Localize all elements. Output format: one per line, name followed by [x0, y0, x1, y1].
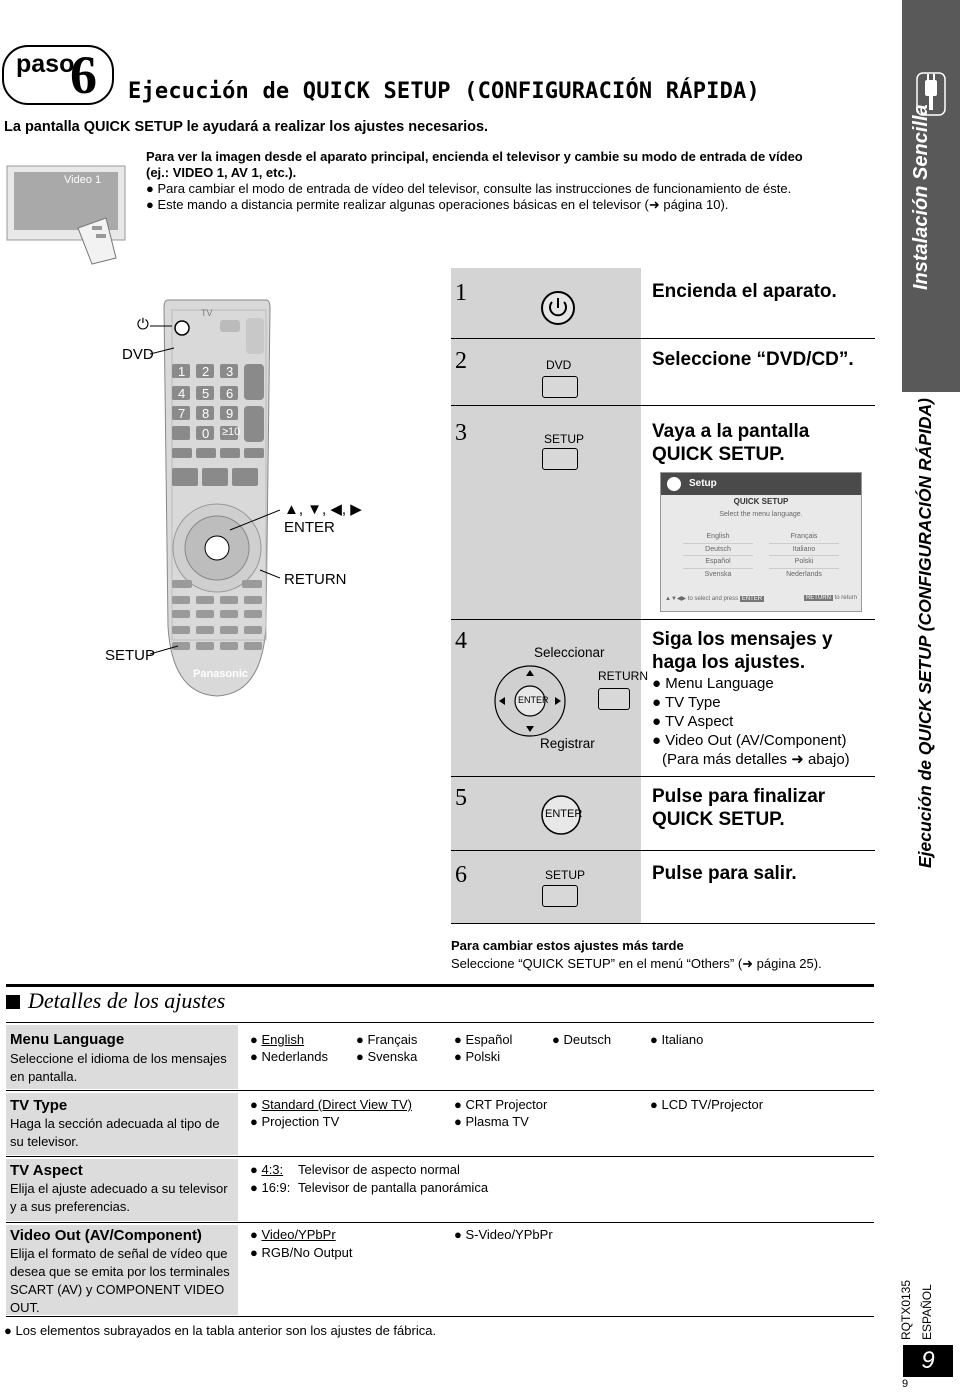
dvd-button-icon [542, 376, 578, 398]
details-divider [6, 1156, 874, 1157]
step-divider [451, 923, 875, 924]
intro-bullet-1: ● Para cambiar el modo de entrada de vídeo del televisor, consulte las instrucciones de funcionamiento de éste. [146, 181, 792, 196]
remote-tv-label: TV [201, 308, 213, 318]
details-heading: Detalles de los ajustes [28, 988, 226, 1013]
intro-bullet-2: ● Este mando a distancia permite realizar algunas operaciones básicas en el televisor (➜ página 10). [146, 197, 729, 212]
osd-subtitle: QUICK SETUP [733, 497, 789, 506]
option-projection-tv: ● Projection TV [250, 1114, 340, 1129]
step-6-number: 6 [455, 862, 467, 888]
remote-arrows-callout: ▲, ▼, ◀, ▶ [284, 501, 362, 518]
step-4-bullet: ● Video Out (AV/Component) [652, 732, 847, 749]
detail-desc: Seleccione el idioma de los mensajes en pantalla. [10, 1051, 227, 1084]
osd-language-list-right[interactable]: Français Italiano Polski Nederlands [769, 531, 839, 580]
detail-name: Menu Language [10, 1031, 125, 1048]
details-divider [6, 1316, 874, 1317]
option-polish: ● Polski [454, 1049, 501, 1064]
step-5-number: 5 [455, 785, 467, 811]
square-bullet-icon [6, 995, 20, 1009]
option-swedish: ● Svenska [356, 1049, 418, 1064]
details-divider [6, 1090, 874, 1091]
step-divider [451, 405, 875, 406]
doc-code: RQTX0135 [899, 1279, 913, 1340]
step-4-return-label: RETURN [598, 669, 648, 683]
return-button-icon [598, 688, 630, 710]
sidebar-page-topic: Ejecución de QUICK SETUP (CONFIGURACIÓN RÁPIDA) [915, 398, 935, 868]
setup-button-icon [542, 885, 578, 907]
callout-lines [150, 320, 280, 660]
step-1-text: Encienda el aparato. [652, 281, 837, 302]
option-italian: ● Italiano [650, 1032, 704, 1047]
page-number-box: 9 [903, 1345, 953, 1377]
step-6-text: Pulse para salir. [652, 863, 797, 884]
step-6-button-label: SETUP [545, 868, 586, 882]
option-german: ● Deutsch [552, 1032, 612, 1047]
step-2-number: 2 [455, 348, 467, 374]
later-title: Para cambiar estos ajustes más tarde [451, 938, 684, 953]
step-4-register-label: Registrar [540, 736, 595, 751]
details-divider [6, 1022, 874, 1023]
quick-setup-screen [660, 472, 862, 612]
osd-footer-right: RETURN to return [805, 595, 857, 601]
step-3-button-label: SETUP [544, 432, 585, 446]
step-1-number: 1 [455, 280, 467, 306]
option-svideo-ypbpr: ● S-Video/YPbPr [454, 1227, 553, 1242]
step-divider [451, 338, 875, 339]
lead-text: La pantalla QUICK SETUP le ayudará a realizar los ajustes necesarios. [4, 119, 489, 135]
remote-brand: Panasonic [193, 668, 249, 680]
intro-line-1: Para ver la imagen desde el aparato principal, encienda el televisor y cambie su modo de entrada de vídeo [146, 149, 803, 164]
remote-dvd-callout: DVD [122, 346, 154, 363]
option-dutch: ● Nederlands [250, 1049, 328, 1064]
step-5-text: Pulse para finalizar QUICK SETUP. [652, 786, 826, 830]
option-english: ● English [250, 1032, 305, 1047]
step-4-bullet: ● TV Aspect [652, 713, 734, 730]
step-4-bullet: ● TV Type [652, 694, 721, 711]
option-crt-projector: ● CRT Projector [454, 1097, 548, 1112]
option-standard-tv: ● Standard (Direct View TV) [250, 1097, 412, 1112]
option-4-3-desc: Televisor de aspecto normal [298, 1162, 460, 1177]
tv-input-label: Video 1 [64, 174, 102, 186]
option-4-3: ● 4:3: [250, 1162, 284, 1177]
option-16-9: ● 16:9: [250, 1180, 291, 1195]
details-divider [6, 1222, 874, 1223]
details-footnote: ● Los elementos subrayados en la tabla anterior son los ajustes de fábrica. [4, 1323, 437, 1338]
detail-name: TV Aspect [10, 1162, 83, 1179]
option-lcd-projector: ● LCD TV/Projector [650, 1097, 764, 1112]
detail-desc: Elija el formato de señal de vídeo que desea que se emita por los terminales SCART (AV) y COMPONENT VIDEO OUT. [10, 1246, 230, 1315]
page-title: Ejecución de QUICK SETUP (CONFIGURACIÓN RÁPIDA) [128, 79, 760, 104]
details-rule [6, 984, 874, 987]
option-video-ypbpr: ● Video/YPbPr [250, 1227, 336, 1242]
step-divider [451, 850, 875, 851]
option-spanish: ● Español [454, 1032, 513, 1047]
step-3-number: 3 [455, 420, 467, 446]
osd-footer-left: ▲▼◀▶ to select and press ENTER [665, 596, 763, 602]
detail-name: TV Type [10, 1097, 68, 1114]
setup-disc-icon [667, 477, 681, 491]
remote-return-callout: RETURN [284, 571, 347, 588]
later-text: Seleccione “QUICK SETUP” en el menú “Others” (➜ página 25). [451, 956, 822, 971]
step-5-button-label: ENTER [545, 808, 583, 820]
intro-block [146, 149, 846, 213]
step-divider [451, 619, 875, 620]
sidebar-section-label: Instalación Sencilla [910, 104, 932, 290]
detail-desc: Elija el ajuste adecuado a su televisor y a sus preferencias. [10, 1181, 228, 1214]
setup-button-icon [542, 448, 578, 470]
step-3-text: Vaya a la pantalla QUICK SETUP. [652, 421, 810, 465]
option-16-9-desc: Televisor de pantalla panorámica [298, 1180, 489, 1195]
detail-desc: Haga la sección adecuada al tipo de su televisor. [10, 1116, 220, 1149]
step-2-button-label: DVD [546, 358, 572, 372]
step-4-note: (Para más detalles ➜ abajo) [662, 751, 850, 768]
step-divider [451, 776, 875, 777]
option-plasma-tv: ● Plasma TV [454, 1114, 529, 1129]
detail-name: Video Out (AV/Component) [10, 1227, 202, 1244]
step-badge-number: 6 [70, 45, 97, 105]
step-4-enter-label: ENTER [518, 695, 549, 705]
option-rgb: ● RGB/No Output [250, 1245, 353, 1260]
step-badge-word: paso [16, 50, 75, 78]
step-2-text: Seleccione “DVD/CD”. [652, 349, 854, 370]
osd-title: Setup [689, 478, 717, 489]
osd-prompt: Select the menu language. [719, 511, 803, 518]
step-4-text: Siga los mensajes y haga los ajustes. ● Menu Language ● TV Type ● TV Aspect ● Video Out (AV/Component) (Para más detalles ➜ abajo) [652, 628, 867, 769]
osd-language-list-left[interactable]: English Deutsch Español Svenska [683, 531, 753, 580]
intro-line-2: (ej.: VIDEO 1, AV 1, etc.). [146, 165, 297, 180]
remote-enter-callout: ENTER [284, 519, 335, 536]
power-button-icon [540, 290, 576, 326]
step-4-number: 4 [455, 628, 467, 654]
remote-power-callout: ⏻ [137, 316, 149, 333]
step-4-select-label: Seleccionar [534, 645, 605, 660]
option-french: ● Français [356, 1032, 418, 1047]
step-4-bullet: ● Menu Language [652, 675, 774, 692]
page-number: 9 [902, 1378, 909, 1390]
doc-language: ESPAÑOL [920, 1284, 934, 1340]
remote-setup-callout: SETUP [105, 647, 156, 664]
